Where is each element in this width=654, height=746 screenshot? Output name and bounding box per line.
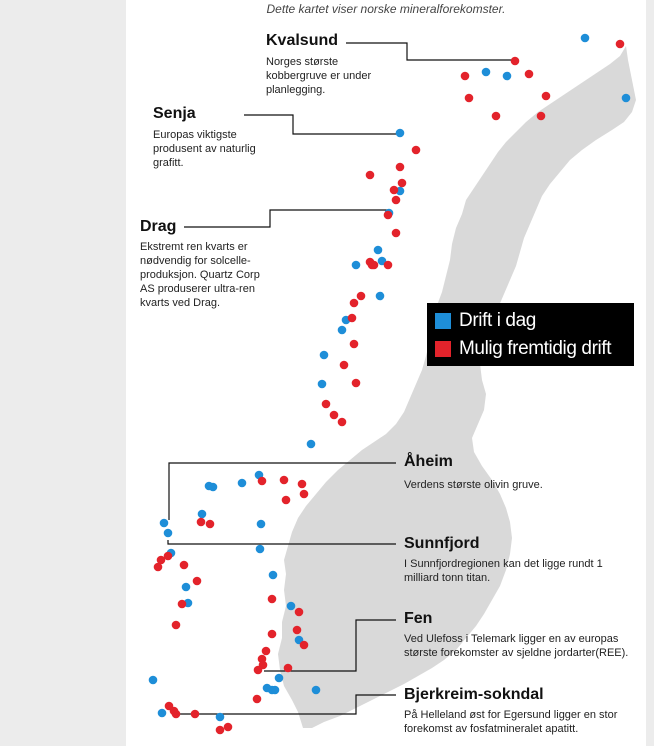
potential-deposit-dot — [322, 400, 331, 409]
existing-deposit-dot — [396, 129, 405, 138]
potential-deposit-dot — [300, 641, 309, 650]
existing-deposit-dot — [318, 380, 327, 389]
existing-deposit-dot — [271, 686, 280, 695]
existing-deposit-dot — [263, 684, 272, 693]
potential-deposit-dot — [268, 595, 277, 604]
potential-deposit-dot — [616, 40, 625, 49]
legend-label-existing: Drift i dag — [459, 310, 536, 331]
potential-deposit-dot — [254, 666, 263, 675]
existing-deposit-dot — [238, 479, 247, 488]
potential-deposit-dot — [178, 600, 187, 609]
potential-deposit-dot — [164, 552, 173, 561]
existing-deposit-dot — [338, 326, 347, 335]
existing-deposit-dot — [581, 34, 590, 43]
existing-deposit-dot — [216, 713, 225, 722]
leader-drag — [184, 210, 388, 227]
existing-deposit-dot — [307, 440, 316, 449]
potential-deposit-dot — [412, 146, 421, 155]
potential-deposit-dot — [197, 518, 206, 527]
potential-deposit-dot — [348, 314, 357, 323]
potential-deposit-dot — [338, 418, 347, 427]
potential-deposit-dot — [258, 477, 267, 486]
potential-deposit-dot — [537, 112, 546, 121]
potential-deposit-dot — [216, 726, 225, 735]
map-panel — [126, 0, 646, 746]
callout-senja-title: Senja — [153, 105, 196, 122]
potential-deposit-dot — [206, 520, 215, 529]
potential-deposit-dot — [511, 57, 520, 66]
existing-deposit-dot — [275, 674, 284, 683]
callout-bjerkreim-text: På Helleland øst for Egersund ligger en stor forekomst av fosfatmineralet apatitt. — [404, 709, 618, 735]
potential-deposit-dot — [350, 299, 359, 308]
existing-deposit-dot — [482, 68, 491, 77]
potential-deposit-dot — [352, 379, 361, 388]
potential-deposit-dot — [390, 186, 399, 195]
potential-deposit-dot — [154, 563, 163, 572]
potential-deposit-dot — [300, 490, 309, 499]
potential-deposit-dot — [180, 561, 189, 570]
existing-deposit-dot — [287, 602, 296, 611]
existing-deposit-dot — [182, 583, 191, 592]
existing-deposit-dot — [256, 545, 265, 554]
existing-deposit-dot — [503, 72, 512, 81]
callout-fen-title: Fen — [404, 610, 433, 627]
existing-deposit-dot — [205, 482, 214, 491]
potential-deposit-dot — [350, 340, 359, 349]
existing-deposit-dot — [158, 709, 167, 718]
existing-deposit-dot — [320, 351, 329, 360]
callout-sunnfjord-title: Sunnfjord — [404, 535, 480, 552]
callout-drag-text: Ekstremt ren kvarts er nødvendig for solcelle-produksjon. Quartz Corp AS produserer ultra-ren kvarts ved Drag. — [140, 241, 260, 309]
legend-swatch-existing — [435, 313, 451, 329]
existing-deposit-dot — [376, 292, 385, 301]
existing-deposit-dot — [149, 676, 158, 685]
potential-deposit-dot — [542, 92, 551, 101]
potential-deposit-dot — [193, 577, 202, 586]
callout-sunnfjord-text: I Sunnfjordregionen kan det ligge rundt 1 milliard tonn titan. — [404, 558, 603, 584]
existing-deposit-dot — [312, 686, 321, 695]
existing-deposit-dot — [622, 94, 631, 103]
legend-label-potential: Mulig fremtidig drift — [459, 338, 612, 359]
potential-deposit-dot — [384, 211, 393, 220]
potential-deposit-dot — [172, 621, 181, 630]
potential-deposit-dot — [253, 695, 262, 704]
potential-deposit-dot — [268, 630, 277, 639]
map-legend — [427, 303, 634, 366]
potential-deposit-dot — [465, 94, 474, 103]
existing-deposit-dot — [257, 520, 266, 529]
callout-fen-text: Ved Ulefoss i Telemark ligger en av europas største forekomster av sjeldne jordarter(REE). — [404, 633, 629, 659]
callout-kvalsund-title: Kvalsund — [266, 32, 339, 49]
potential-deposit-dot — [224, 723, 233, 732]
potential-deposit-dot — [368, 261, 377, 270]
legend-existing — [435, 309, 536, 333]
norway-landmass — [278, 46, 636, 728]
potential-deposit-dot — [298, 480, 307, 489]
callout-aheim-title: Åheim — [404, 453, 453, 470]
callout-bjerkreim-title: Bjerkreim-sokndal — [404, 686, 544, 703]
potential-deposit-dot — [295, 608, 304, 617]
callout-drag-title: Drag — [140, 218, 177, 235]
potential-deposit-dot — [284, 664, 293, 673]
existing-deposit-dot — [269, 571, 278, 580]
potential-deposit-dot — [492, 112, 501, 121]
existing-deposit-dot — [198, 510, 207, 519]
potential-deposit-dot — [330, 411, 339, 420]
potential-deposit-dot — [280, 476, 289, 485]
existing-deposit-dot — [352, 261, 361, 270]
callout-aheim-text: Verdens største olivin gruve. — [404, 479, 543, 491]
potential-deposit-dot — [170, 707, 179, 716]
potential-deposit-dot — [262, 647, 271, 656]
potential-deposit-dot — [461, 72, 470, 81]
potential-deposit-dot — [398, 179, 407, 188]
map-subtitle: Dette kartet viser norske mineralforekomster. — [266, 2, 506, 16]
existing-deposit-dot — [374, 246, 383, 255]
potential-deposit-dot — [293, 626, 302, 635]
potential-deposit-dot — [525, 70, 534, 79]
potential-deposit-dot — [282, 496, 291, 505]
potential-deposit-dot — [366, 171, 375, 180]
leader-senja — [244, 115, 398, 134]
legend-potential — [435, 337, 611, 361]
potential-deposit-dot — [392, 229, 401, 238]
potential-deposit-dot — [191, 710, 200, 719]
potential-deposit-dot — [392, 196, 401, 205]
callout-senja-text: Europas viktigste produsent av naturlig grafitt. — [153, 129, 256, 169]
potential-deposit-dot — [384, 261, 393, 270]
legend-swatch-potential — [435, 341, 451, 357]
existing-deposit-dot — [160, 519, 169, 528]
potential-deposit-dot — [396, 163, 405, 172]
callout-kvalsund-text: Norges største kobbergruve er under planlegging. — [266, 56, 372, 96]
potential-deposit-dot — [340, 361, 349, 370]
existing-deposit-dot — [164, 529, 173, 538]
potential-deposit-dot — [357, 292, 366, 301]
